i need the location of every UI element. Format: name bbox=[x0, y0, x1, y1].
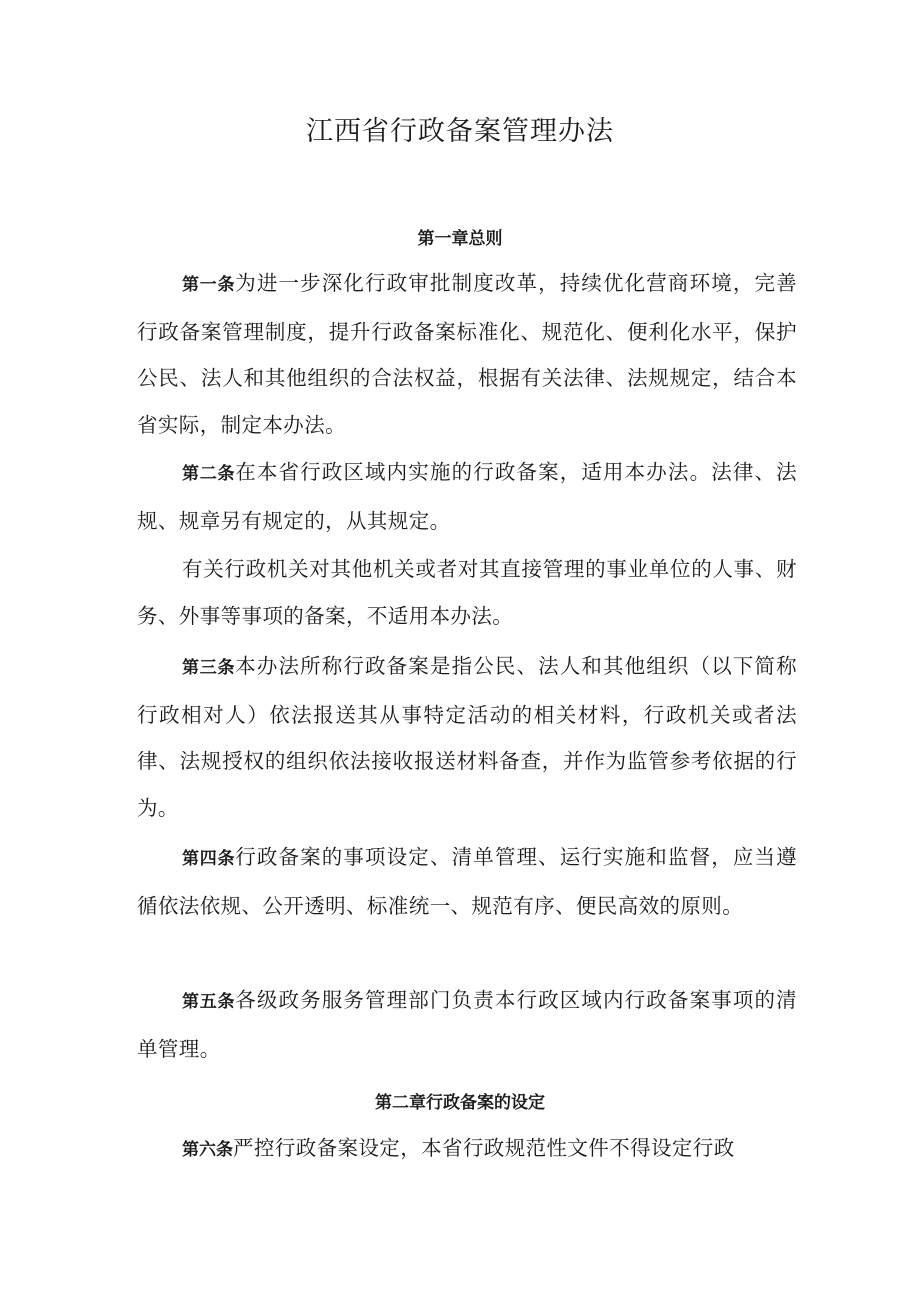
article-1 bbox=[137, 260, 797, 448]
article-6 bbox=[137, 1125, 797, 1174]
article-2-paragraph-2: 有关行政机关对其他机关或者对其直接管理的事业单位的人事、财务、外事等事项的备案，不适用本办法。 bbox=[137, 557, 797, 628]
article-number: 第四条 bbox=[182, 849, 236, 869]
chapter-heading-2: 第二章行政备案的设定 bbox=[375, 1093, 545, 1113]
article-number: 第一条 bbox=[182, 275, 236, 295]
chapter-heading-1: 第一章总则 bbox=[417, 229, 503, 249]
article-3 bbox=[137, 643, 797, 831]
article-text: 严控行政备案设定，本省行政规范性文件不得设定行政 bbox=[233, 1136, 735, 1160]
article-text: 本办法所称行政备案是指公民、法人和其他组织（以下简称行政相对人）依法报送其从事特定活动的相关材料，行政机关或者法律、法规授权的组织依法接收报送材料备查，并作为监管参考依据的行为。 bbox=[137, 654, 798, 820]
article-5 bbox=[137, 977, 797, 1072]
document-title: 江西省行政备案管理办法 bbox=[306, 116, 614, 147]
article-text: 在本省行政区域内实施的行政备案，适用本办法。法律、法规、规章另有规定的，从其规定。 bbox=[137, 460, 798, 533]
article-text: 行政备案的事项设定、清单管理、运行实施和监督，应当遵循依法依规、公开透明、标准统一、规范有序、便民高效的原则。 bbox=[137, 845, 798, 918]
article-2 bbox=[137, 449, 797, 544]
article-number: 第二条 bbox=[182, 464, 236, 484]
article-number: 第六条 bbox=[182, 1140, 233, 1160]
article-text: 为进一步深化行政审批制度改革，持续优化营商环境，完善行政备案管理制度，提升行政备案标准化、规范化、便利化水平，保护公民、法人和其他组织的合法权益，根据有关法律、法规规定，结合本省实际，制定本办法。 bbox=[137, 271, 798, 437]
article-number: 第五条 bbox=[182, 992, 236, 1012]
article-text: 各级政务服务管理部门负责本行政区域内行政备案事项的清单管理。 bbox=[137, 988, 798, 1061]
article-4 bbox=[137, 834, 797, 929]
article-number: 第三条 bbox=[182, 658, 236, 678]
